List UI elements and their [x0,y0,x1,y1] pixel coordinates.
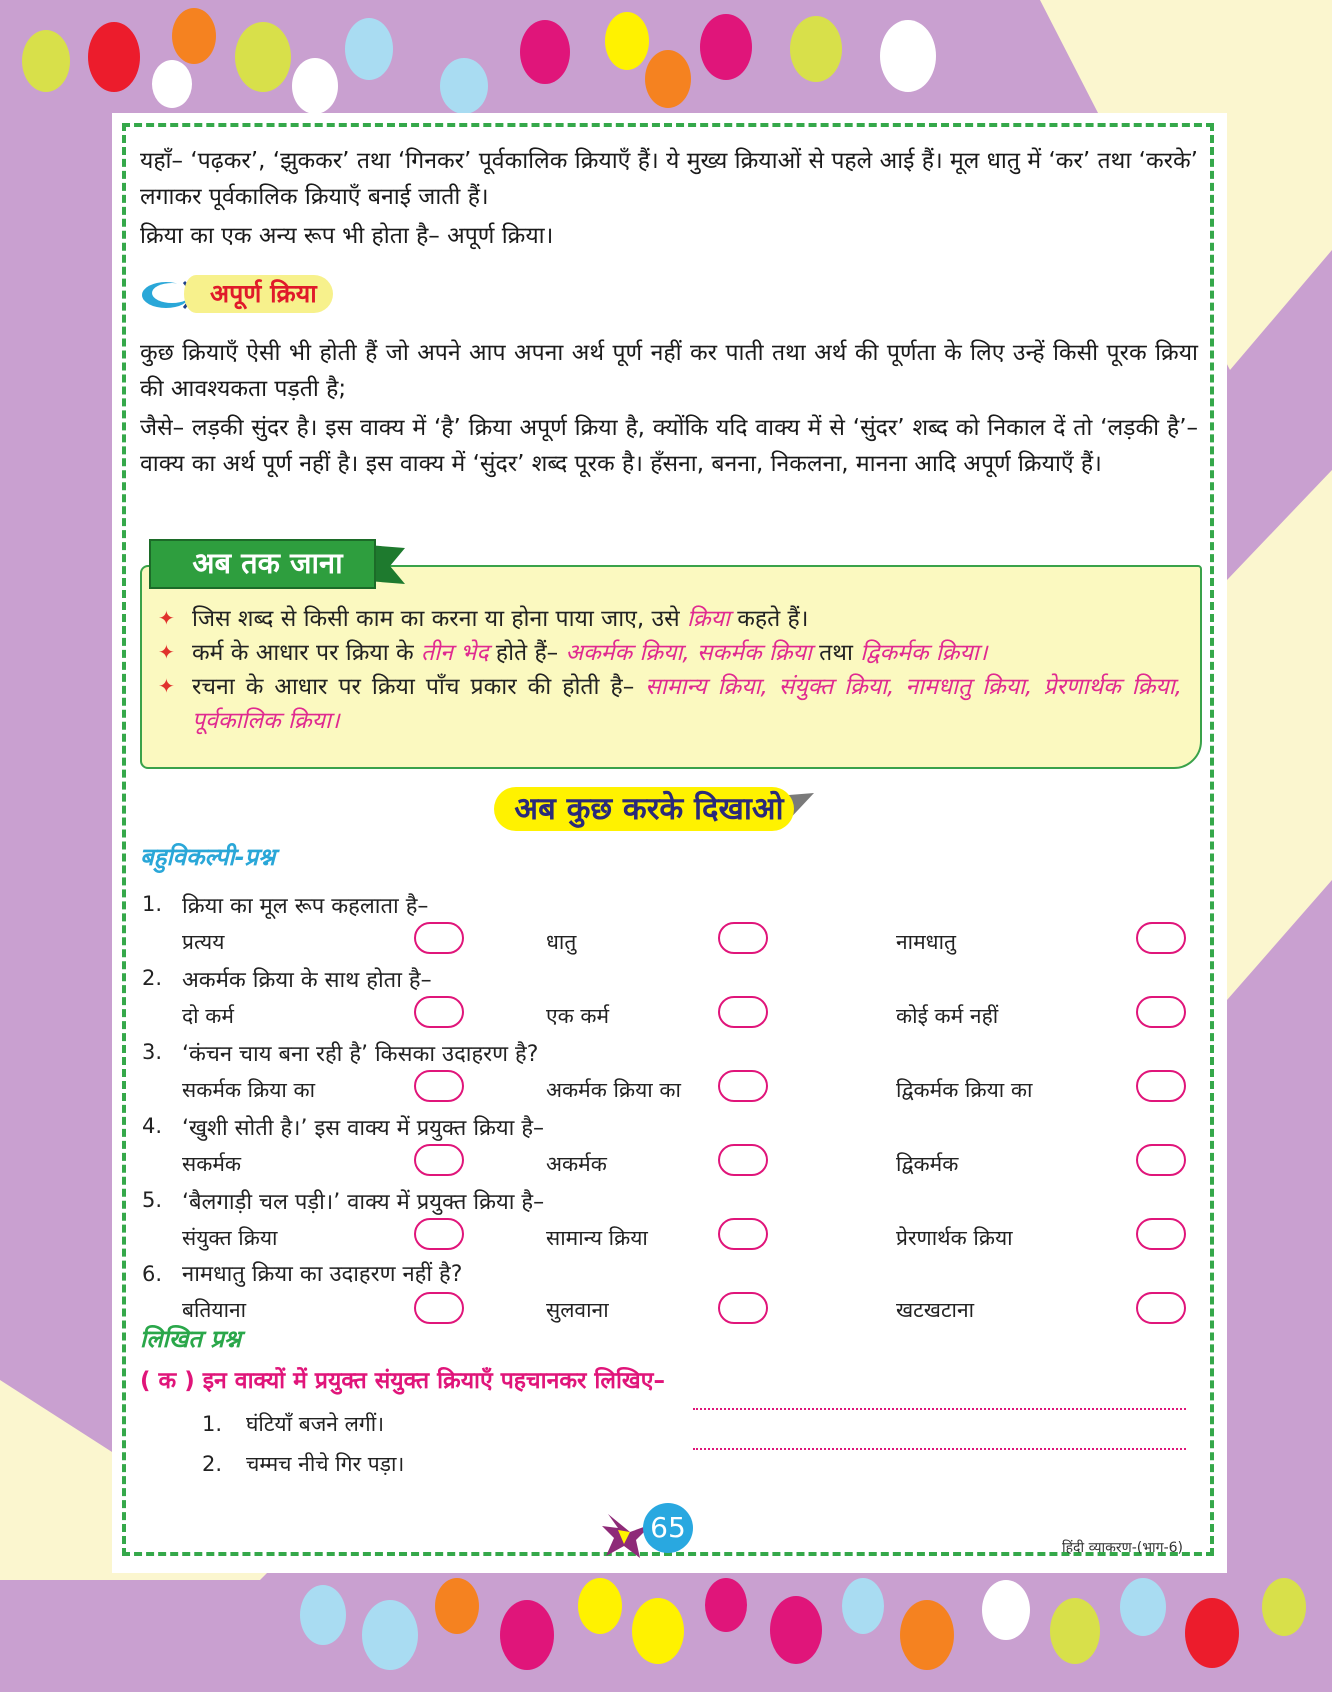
answer-box[interactable] [718,1144,768,1176]
option-label: नामधातु [896,930,956,954]
answer-box[interactable] [718,1292,768,1324]
option-label: सकर्मक [182,1152,242,1176]
item-number: 2. [202,1452,223,1476]
option-label: बतियाना [182,1298,247,1322]
answer-box[interactable] [718,996,768,1028]
book-footer: हिंदी व्याकरण-(भाग-6) [1062,1540,1183,1556]
option-label: कोई कर्म नहीं [896,1004,999,1028]
option-label: सुलवाना [546,1298,609,1322]
answer-box[interactable] [1136,1070,1186,1102]
option-label: प्रत्यय [182,930,225,954]
option-label: द्विकर्मक [896,1152,959,1176]
option-label: धातु [546,930,577,954]
question-number: 6. [142,1262,163,1286]
summary-bullet-1: जिस शब्द से किसी काम का करना या होना पाया जाए, उसे क्रिया कहते हैं। [192,606,809,632]
answer-box[interactable] [1136,922,1186,954]
option-label: सकर्मक क्रिया का [182,1078,316,1102]
answer-box[interactable] [718,1218,768,1250]
option-label: संयुक्त क्रिया [182,1226,278,1250]
option-label: अकर्मक [546,1152,607,1176]
answer-box[interactable] [1136,1292,1186,1324]
question-text: क्रिया का मूल रूप कहलाता है– [182,894,429,919]
question-number: 4. [142,1114,163,1138]
summary-bullet-3: रचना के आधार पर क्रिया पाँच प्रकार की होती है– सामान्य क्रिया, संयुक्त क्रिया, नामधातु क्रिया, प्रेरणार्थक क्रिया, पूर्वकालिक क्रिया। [192,674,1182,734]
question-number: 5. [142,1188,163,1212]
summary-bullet-2: कर्म के आधार पर क्रिया के तीन भेद होते हैं– अकर्मक क्रिया, सकर्मक क्रिया तथा द्विकर्मक क्रिया। [192,640,988,666]
answer-box[interactable] [414,1292,464,1324]
item-text: घंटियाँ बजने लगीं। [246,1412,385,1436]
question-number: 1. [142,892,163,916]
option-label: सामान्य क्रिया [546,1226,648,1250]
answer-box[interactable] [1136,996,1186,1028]
question-text: ‘बैलगाड़ी चल पड़ी।’ वाक्य में प्रयुक्त क्रिया है– [182,1190,545,1215]
star-bullet-icon: ✦ [158,606,175,630]
answer-box[interactable] [414,922,464,954]
option-label: प्रेरणार्थक क्रिया [896,1226,1013,1250]
option-label: द्विकर्मक क्रिया का [896,1078,1033,1102]
question-number: 3. [142,1040,163,1064]
answer-box[interactable] [414,1144,464,1176]
answer-box[interactable] [414,1070,464,1102]
answer-box[interactable] [414,1218,464,1250]
star-bullet-icon: ✦ [158,640,175,664]
question-text: ‘खुशी सोती है।’ इस वाक्य में प्रयुक्त क्रिया है– [182,1116,545,1141]
option-label: अकर्मक क्रिया का [546,1078,681,1102]
answer-box[interactable] [1136,1144,1186,1176]
question-number: 2. [142,966,163,990]
answer-box[interactable] [1136,1218,1186,1250]
item-number: 1. [202,1412,223,1436]
apurna-paragraph-2: जैसे– लड़की सुंदर है। इस वाक्य में ‘है’ क्रिया अपूर्ण क्रिया है, क्योंकि यदि वाक्य में से ‘सुंदर’ शब्द को निकाल दें तो ‘लड़की है’– वाक्य का अर्थ पूर्ण नहीं है। इस वाक्य में ‘सुंदर’ शब्द पूरक है। हँसना, बनना, निकलना, मानना आदि अपूर्ण क्रियाएँ हैं। [140,415,1198,477]
answer-box[interactable] [718,922,768,954]
section-heading-apurna: अपूर्ण क्रिया [196,275,333,313]
intro-paragraph: यहाँ– ‘पढ़कर’, ‘झुककर’ तथा ‘गिनकर’ पूर्वकालिक क्रियाएँ हैं। ये मुख्य क्रियाओं से पहले आई हैं। मूल धातु में ‘कर’ तथा ‘करके’ लगाकर पूर्वकालिक क्रियाएँ बनाई जाती हैं। [140,148,1198,210]
answer-line[interactable] [693,1408,1186,1410]
star-bullet-icon: ✦ [158,674,175,698]
mcq-section-title: बहुविकल्पी-प्रश्न [140,843,276,871]
answer-line[interactable] [693,1448,1186,1450]
item-text: चम्मच नीचे गिर पड़ा। [246,1452,405,1476]
option-label: एक कर्म [546,1004,610,1028]
written-section-title: लिखित प्रश्न [140,1325,241,1353]
option-label: खटखटाना [896,1298,975,1322]
intro-line-2: क्रिया का एक अन्य रूप भी होता है– अपूर्ण क्रिया। [140,223,554,249]
option-label: दो कर्म [182,1004,234,1028]
summary-banner-title: अब तक जाना [192,546,343,580]
question-text: अकर्मक क्रिया के साथ होता है– [182,968,432,993]
activity-title: अब कुछ करके दिखाओ [514,791,784,827]
question-text: नामधातु क्रिया का उदाहरण नहीं है? [182,1262,463,1287]
page-number: 65 [643,1503,693,1553]
apurna-paragraph-1: कुछ क्रियाएँ ऐसी भी होती हैं जो अपने आप अपना अर्थ पूर्ण नहीं कर पाती तथा अर्थ की पूर्णता के लिए उन्हें किसी पूरक क्रिया की आवश्यकता पड़ती है; [140,340,1198,402]
answer-box[interactable] [718,1070,768,1102]
question-text: ‘कंचन चाय बना रही है’ किसका उदाहरण है? [182,1042,539,1067]
part-ka-instruction: ( क ) इन वाक्यों में प्रयुक्त संयुक्त क्रियाएँ पहचानकर लिखिए– [140,1368,665,1394]
answer-box[interactable] [414,996,464,1028]
